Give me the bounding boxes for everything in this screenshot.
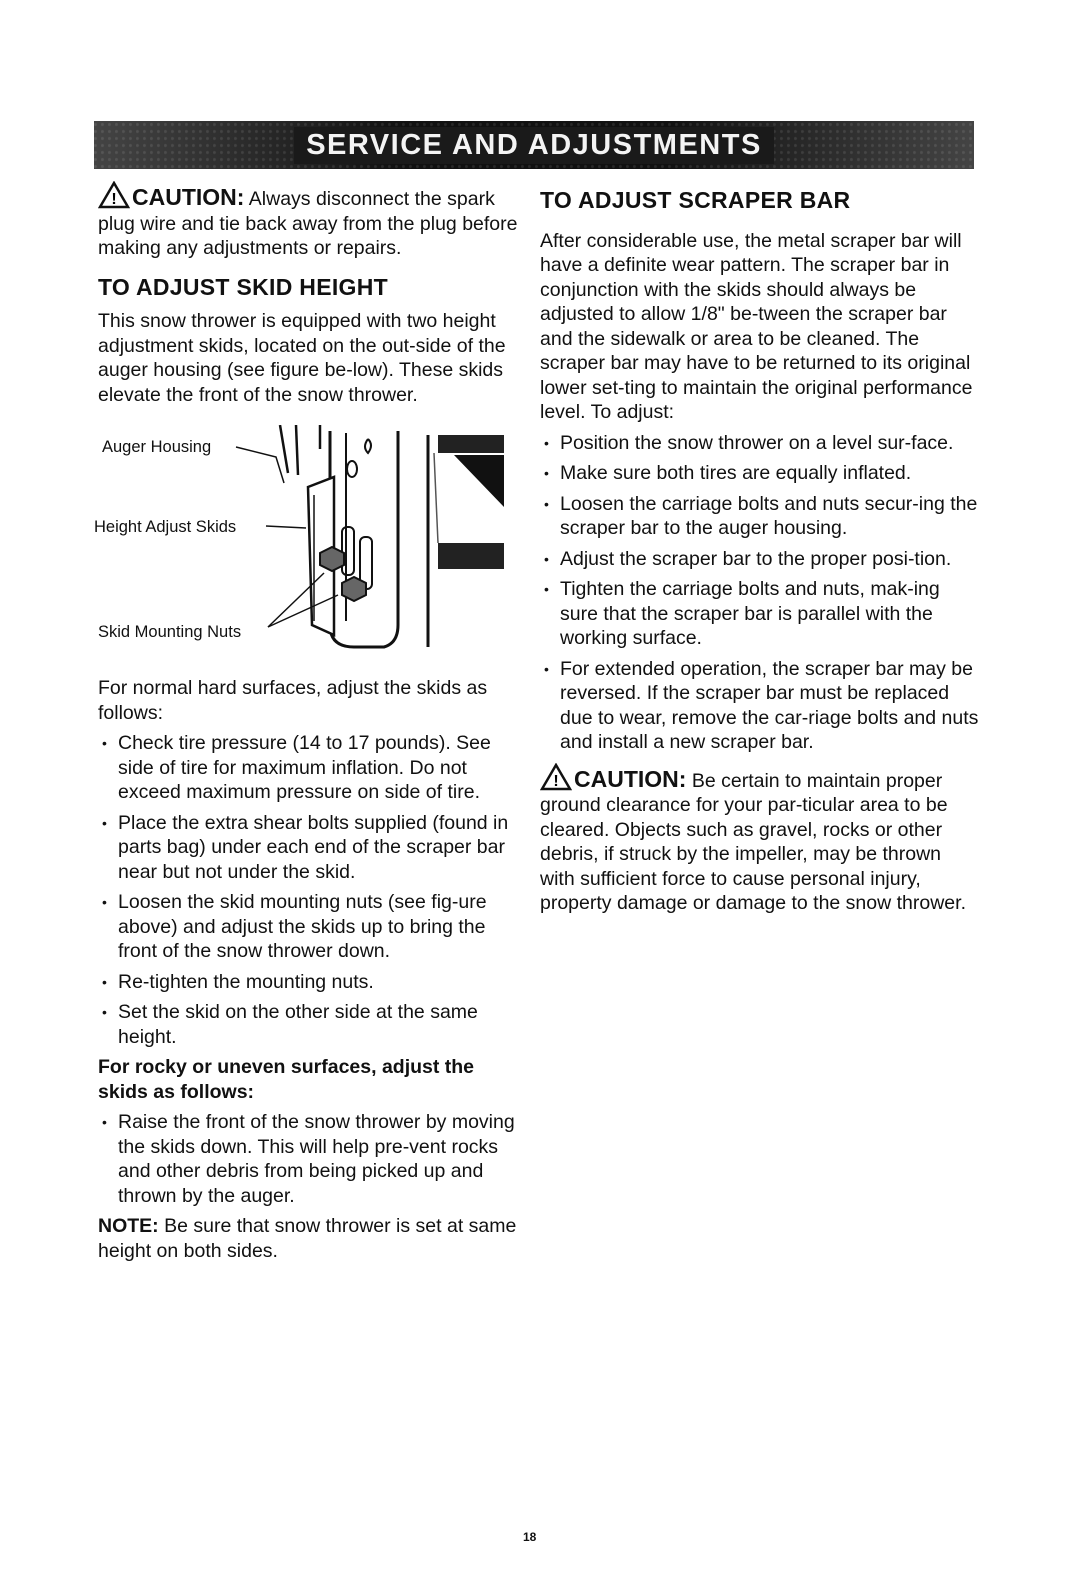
page-number: 18	[523, 1530, 537, 1544]
note-text: Be sure that snow thrower is set at same height on both sides.	[98, 1215, 517, 1262]
right-column	[540, 188, 980, 916]
rocky-surface-intro: For rocky or uneven surfaces, adjust the skids as follows:	[98, 1056, 475, 1103]
note-label: NOTE:	[98, 1215, 159, 1237]
note-paragraph	[98, 1214, 528, 1263]
svg-text:!: !	[111, 191, 117, 208]
list-item: • Adjust the scraper bar to the proper posi-tion.	[540, 547, 980, 572]
caution-text: Be certain to maintain proper ground clearance for your par-ticular area to be cleared. Objects such as gravel, rocks or other debris, if struck by the impeller, may be thrown with sufficient force to cause personal injury, property damage or damage to the snow thrower.	[540, 769, 966, 914]
caution-label: CAUTION:	[574, 765, 687, 792]
label-height-adjust-skids: Height Adjust Skids	[94, 518, 237, 536]
scraper-steps	[540, 431, 980, 755]
skid-height-heading: TO ADJUST SKID HEIGHT	[98, 273, 388, 300]
list-item: • For extended operation, the scraper bar may be reversed. If the scraper bar must be replaced due to wear, remove the car-riage bolts and nuts and install a new scraper bar.	[540, 657, 980, 755]
warning-triangle-icon	[540, 763, 572, 791]
list-item: • Position the snow thrower on a level sur-face.	[540, 431, 980, 456]
caution-paragraph-left	[98, 181, 528, 261]
list-item: • Tighten the carriage bolts and nuts, mak-ing sure that the scraper bar is parallel with the working surface.	[540, 577, 980, 651]
scraper-bar-heading: TO ADJUST SCRAPER BAR	[540, 187, 851, 213]
list-item: • Make sure both tires are equally inflated.	[540, 461, 980, 486]
list-item: • Raise the front of the snow thrower by moving the skids down. This will help pre-vent rocks and other debris from being picked up and thrown by the auger.	[98, 1110, 528, 1208]
label-auger-housing: Auger Housing	[102, 438, 212, 456]
list-item: • Loosen the carriage bolts and nuts secur-ing the scraper bar to the auger housing.	[540, 492, 980, 541]
list-item: • Set the skid on the other side at the same height.	[98, 1000, 528, 1049]
normal-surface-steps	[98, 731, 528, 1049]
list-item: • Check tire pressure (14 to 17 pounds). See side of tire for maximum inflation. Do not exceed maximum pressure on side of tire.	[98, 731, 528, 805]
caution-paragraph-right	[540, 763, 980, 916]
warning-triangle-icon	[98, 181, 130, 209]
normal-surface-intro: For normal hard surfaces, adjust the skids as follows:	[98, 677, 488, 724]
skid-intro: This snow thrower is equipped with two height adjustment skids, located on the out-side of the auger housing (see figure be-low). These skids elevate the front of the snow thrower.	[98, 310, 506, 406]
label-skid-mounting-nuts: Skid Mounting Nuts	[98, 623, 242, 641]
left-column	[94, 181, 528, 1263]
section-title: SERVICE AND ADJUSTMENTS	[294, 127, 774, 164]
skid-figure	[94, 425, 528, 660]
list-item: • Place the extra shear bolts supplied (found in parts bag) under each end of the scraper bar near but not under the skid.	[98, 811, 528, 885]
scraper-intro: After considerable use, the metal scraper bar will have a definite wear pattern. The scraper bar in conjunction with the skids should always be adjusted to allow 1/8" be-tween the scraper bar and the sidewalk or area to be cleaned. The scraper bar may have to be returned to its original lower set-ting to maintain the original performance level. To adjust:	[540, 229, 973, 423]
list-item: • Loosen the skid mounting nuts (see fig-ure above) and adjust the skids up to bring the front of the snow thrower down.	[98, 890, 528, 964]
section-banner	[94, 121, 974, 169]
caution-label: CAUTION:	[132, 184, 245, 210]
rocky-surface-steps	[98, 1110, 528, 1208]
svg-text:!: !	[553, 772, 559, 790]
caution-text: Always disconnect the spark plug wire and tie back away from the plug before making any adjustments or repairs.	[98, 188, 518, 259]
list-item: • Re-tighten the mounting nuts.	[98, 970, 528, 995]
